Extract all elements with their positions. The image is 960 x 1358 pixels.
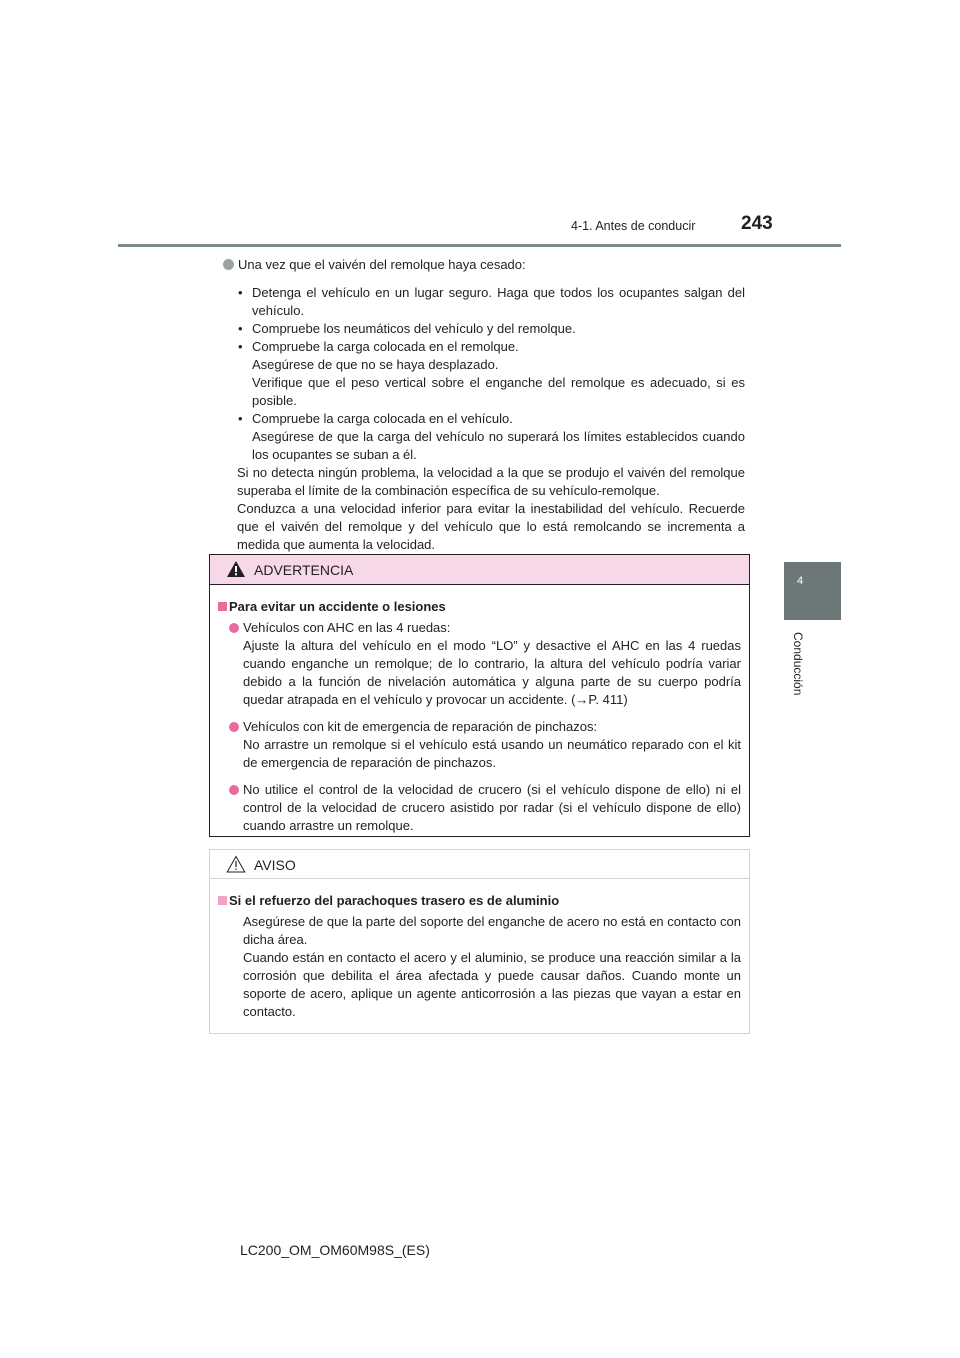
intro-paragraph: Si no detecta ningún problema, la velocidad a la que se produjo el vaivén del remolque superaba el límite de la combinación específica de su vehículo-remolque. xyxy=(237,465,745,498)
pink-circle-bullet-icon xyxy=(229,785,239,795)
intro-lead xyxy=(223,256,745,274)
warning-item-title: Vehículos con AHC en las 4 ruedas: xyxy=(243,620,451,635)
notice-paragraph: Cuando están en contacto el acero y el aluminio, se produce una reacción similar a la corrosión que debilita el área afectada y puede causar daños. Cuando monte un soporte de acero, aplique un agente anticorrosión a las piezas que vayan a estar en contacto. xyxy=(243,950,741,1019)
chapter-tab xyxy=(784,562,841,620)
list-item xyxy=(237,320,745,338)
pink-square-bullet-icon xyxy=(218,896,227,905)
list-item-text: Compruebe los neumáticos del vehículo y del remolque. xyxy=(252,321,576,336)
list-item-text: Detenga el vehículo en un lugar seguro. Haga que todos los ocupantes salgan del vehículo. xyxy=(252,285,745,318)
notice-header xyxy=(210,850,749,879)
warning-subhead-text: Para evitar un accidente o lesiones xyxy=(229,599,446,614)
intro-section xyxy=(223,256,745,554)
warning-item xyxy=(218,718,741,772)
notice-subhead xyxy=(218,892,741,910)
list-item-subtext: Asegúrese de que la carga del vehículo no superará los límites establecidos cuando los ocupantes se suban a él. xyxy=(252,429,745,462)
notice-body xyxy=(210,879,749,1021)
notice-paragraph: Asegúrese de que la parte del soporte del enganche de acero no está en contacto con dicha área. xyxy=(243,914,741,947)
pink-square-bullet-icon xyxy=(218,602,227,611)
pink-circle-bullet-icon xyxy=(229,722,239,732)
section-title: 4-1. Antes de conducir xyxy=(571,219,696,233)
chapter-label: Conducción xyxy=(791,632,805,696)
list-item-subtext: Verifique que el peso vertical sobre el enganche del remolque es adecuado, si es posible. xyxy=(252,375,745,408)
intro-paragraph: Conduzca a una velocidad inferior para evitar la inestabilidad del vehículo. Recuerde que el vaivén del remolque y del vehículo que lo está remolcando se incrementa a medida que aumenta la velocidad. xyxy=(237,501,745,552)
list-item xyxy=(237,284,745,320)
document-code: LC200_OM_OM60M98S_(ES) xyxy=(240,1242,430,1258)
warning-body xyxy=(210,585,749,835)
page-number: 243 xyxy=(741,213,773,234)
notice-subhead-text: Si el refuerzo del parachoques trasero es de aluminio xyxy=(229,893,560,908)
warning-item-title: No utilice el control de la velocidad de crucero (si el vehículo dispone de ello) ni el control de la velocidad de crucero asistido por radar (si el vehículo dispone de ello) cuando arrastre un remolque. xyxy=(243,782,741,833)
warning-triangle-icon xyxy=(226,560,246,578)
notice-title: AVISO xyxy=(254,857,296,873)
warning-item xyxy=(218,619,741,709)
header-divider xyxy=(118,244,841,247)
warning-box xyxy=(209,554,750,837)
list-item-text: Compruebe la carga colocada en el remolque. xyxy=(252,339,519,354)
list-item xyxy=(237,338,745,410)
notice-box xyxy=(209,849,750,1034)
warning-item-body: Ajuste la altura del vehículo en el modo “LO” y desactive el AHC en las 4 ruedas cuando enganche un remolque; de lo contrario, la altura del vehículo podría variar debido a la función de nivelación automática y alguna parte de su cuerpo podría quedar atrapada en el vehículo y provocar un accidente. (→P. 411) xyxy=(243,638,741,707)
pink-circle-bullet-icon xyxy=(229,623,239,633)
warning-header xyxy=(210,555,749,585)
warning-item-body: No arrastre un remolque si el vehículo está usando un neumático reparado con el kit de emergencia de reparación de pinchazos. xyxy=(243,737,741,770)
caution-triangle-icon xyxy=(226,855,246,873)
warning-title: ADVERTENCIA xyxy=(254,562,354,578)
warning-subhead xyxy=(218,598,741,616)
chapter-number: 4 xyxy=(796,575,804,587)
list-item xyxy=(237,410,745,464)
gray-circle-bullet-icon xyxy=(223,259,234,270)
warning-item xyxy=(218,781,741,835)
warning-item-title: Vehículos con kit de emergencia de reparación de pinchazos: xyxy=(243,719,598,734)
list-item-text: Compruebe la carga colocada en el vehículo. xyxy=(252,411,513,426)
check-list xyxy=(223,284,745,464)
intro-lead-text: Una vez que el vaivén del remolque haya cesado: xyxy=(238,257,526,272)
list-item-subtext: Asegúrese de que no se haya desplazado. xyxy=(252,357,499,372)
